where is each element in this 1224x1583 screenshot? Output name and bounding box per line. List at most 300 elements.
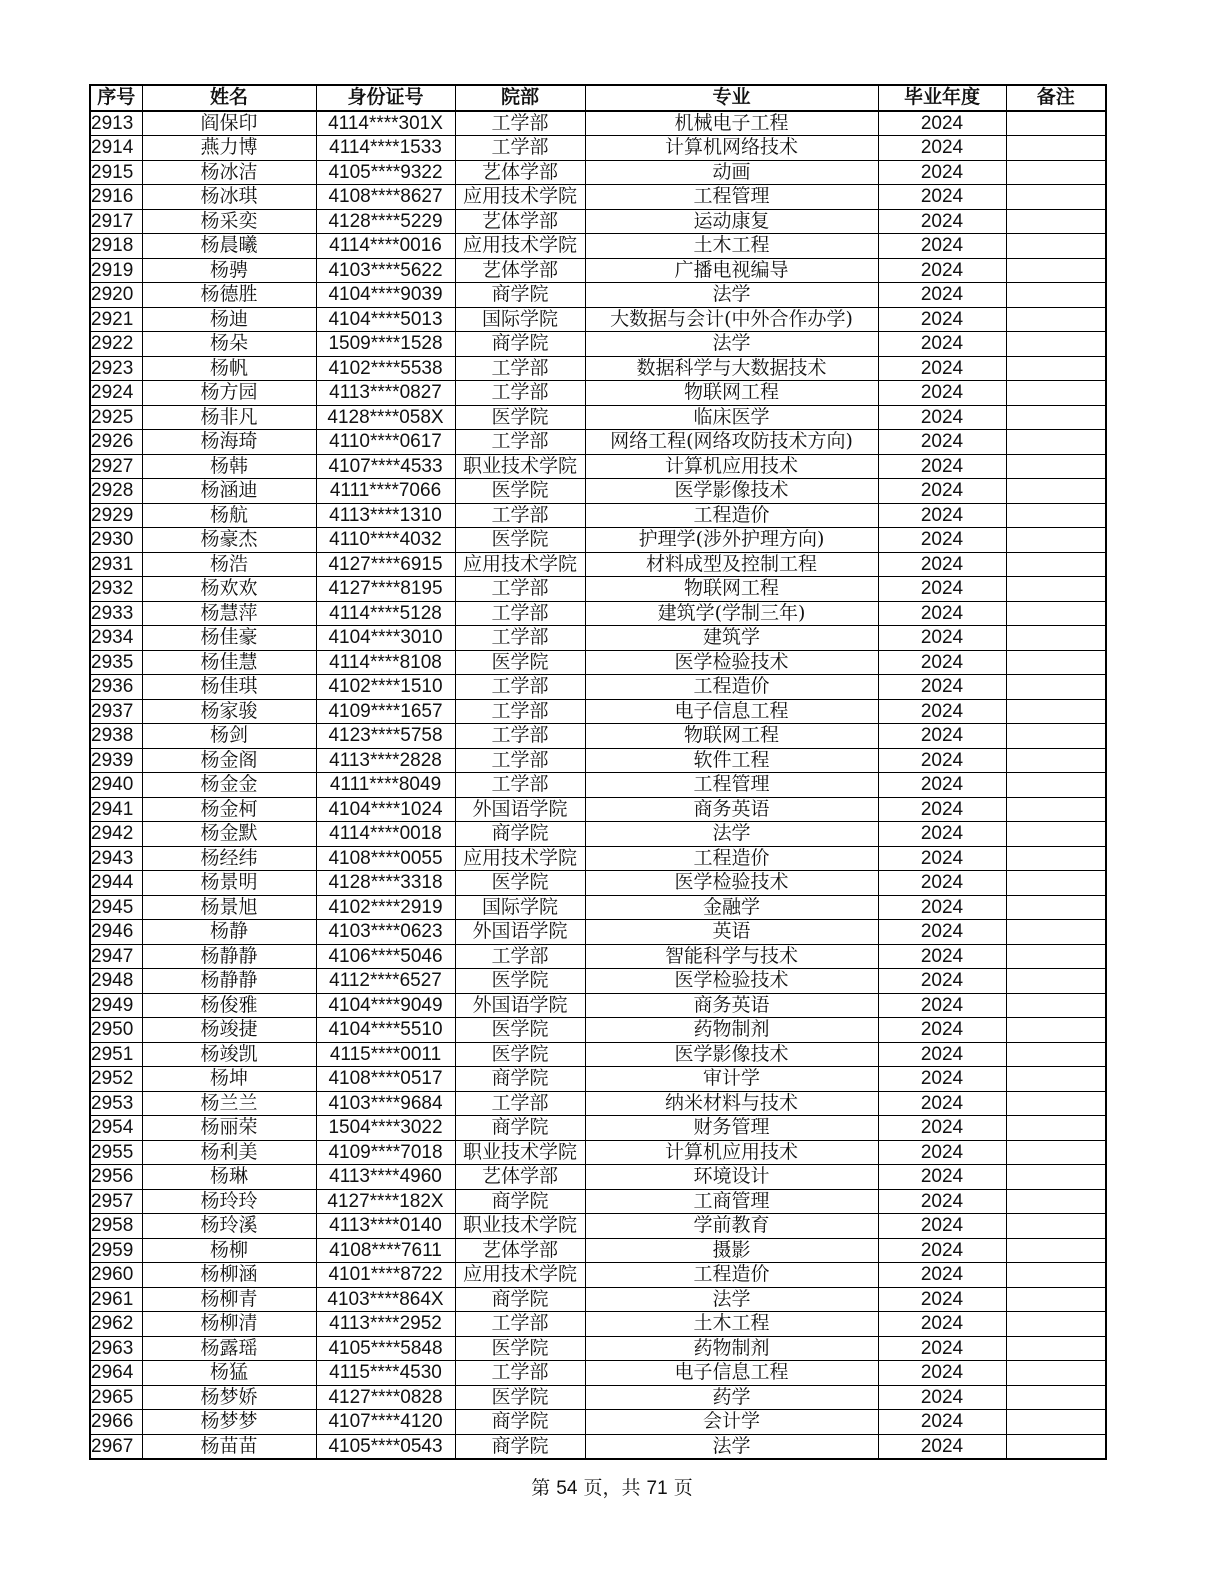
header-name: 姓名	[142, 85, 316, 111]
cell-seq: 2937	[90, 699, 142, 724]
cell-graduation-year: 2024	[878, 1385, 1006, 1410]
cell-seq: 2913	[90, 111, 142, 136]
cell-name: 杨帆	[142, 356, 316, 381]
cell-name: 杨韩	[142, 454, 316, 479]
cell-remarks	[1006, 846, 1106, 871]
cell-department: 医学院	[455, 1385, 585, 1410]
cell-seq: 2957	[90, 1189, 142, 1214]
table-row	[90, 454, 1106, 479]
cell-seq: 2955	[90, 1140, 142, 1165]
cell-id-number: 4123****5758	[316, 724, 455, 749]
cell-name: 杨冰琪	[142, 185, 316, 210]
table-row	[90, 185, 1106, 210]
cell-department: 工学部	[455, 675, 585, 700]
cell-remarks	[1006, 503, 1106, 528]
cell-graduation-year: 2024	[878, 650, 1006, 675]
cell-major: 金融学	[585, 895, 878, 920]
cell-name: 杨玲玲	[142, 1189, 316, 1214]
cell-graduation-year: 2024	[878, 332, 1006, 357]
table-row	[90, 920, 1106, 945]
cell-remarks	[1006, 944, 1106, 969]
cell-graduation-year: 2024	[878, 479, 1006, 504]
cell-id-number: 4108****0055	[316, 846, 455, 871]
cell-id-number: 4103****5622	[316, 258, 455, 283]
cell-id-number: 4128****058X	[316, 405, 455, 430]
cell-remarks	[1006, 1091, 1106, 1116]
cell-graduation-year: 2024	[878, 1410, 1006, 1435]
cell-remarks	[1006, 1434, 1106, 1459]
cell-seq: 2927	[90, 454, 142, 479]
cell-seq: 2950	[90, 1018, 142, 1043]
table-row	[90, 258, 1106, 283]
cell-remarks	[1006, 479, 1106, 504]
cell-name: 杨玲溪	[142, 1214, 316, 1239]
cell-remarks	[1006, 1165, 1106, 1190]
cell-name: 杨柳清	[142, 1312, 316, 1337]
table-row	[90, 577, 1106, 602]
cell-remarks	[1006, 405, 1106, 430]
cell-seq: 2916	[90, 185, 142, 210]
cell-id-number: 4111****7066	[316, 479, 455, 504]
cell-id-number: 4103****864X	[316, 1287, 455, 1312]
cell-department: 医学院	[455, 650, 585, 675]
cell-id-number: 4104****1024	[316, 797, 455, 822]
table-row	[90, 675, 1106, 700]
cell-major: 智能科学与技术	[585, 944, 878, 969]
cell-id-number: 4102****5538	[316, 356, 455, 381]
cell-major: 电子信息工程	[585, 699, 878, 724]
cell-graduation-year: 2024	[878, 1336, 1006, 1361]
cell-major: 物联网工程	[585, 724, 878, 749]
table-row	[90, 332, 1106, 357]
cell-department: 医学院	[455, 479, 585, 504]
cell-graduation-year: 2024	[878, 1067, 1006, 1092]
cell-seq: 2920	[90, 283, 142, 308]
cell-id-number: 4114****1533	[316, 136, 455, 161]
cell-seq: 2921	[90, 307, 142, 332]
cell-name: 杨竣捷	[142, 1018, 316, 1043]
header-major: 专业	[585, 85, 878, 111]
cell-graduation-year: 2024	[878, 209, 1006, 234]
cell-seq: 2925	[90, 405, 142, 430]
cell-id-number: 4107****4533	[316, 454, 455, 479]
cell-name: 杨骋	[142, 258, 316, 283]
table-row	[90, 1410, 1106, 1435]
cell-seq: 2949	[90, 993, 142, 1018]
cell-id-number: 4114****8108	[316, 650, 455, 675]
cell-seq: 2919	[90, 258, 142, 283]
cell-department: 应用技术学院	[455, 1263, 585, 1288]
cell-major: 运动康复	[585, 209, 878, 234]
cell-remarks	[1006, 283, 1106, 308]
cell-department: 艺体学部	[455, 1165, 585, 1190]
footer-total-pages: 71	[646, 1478, 668, 1499]
cell-seq: 2918	[90, 234, 142, 259]
cell-major: 大数据与会计(中外合作办学)	[585, 307, 878, 332]
table-row	[90, 136, 1106, 161]
cell-id-number: 4113****2828	[316, 748, 455, 773]
cell-id-number: 4114****5128	[316, 601, 455, 626]
header-department: 院部	[455, 85, 585, 111]
cell-major: 工程管理	[585, 773, 878, 798]
cell-name: 杨非凡	[142, 405, 316, 430]
cell-graduation-year: 2024	[878, 822, 1006, 847]
cell-department: 商学院	[455, 283, 585, 308]
cell-seq: 2939	[90, 748, 142, 773]
table-row	[90, 1116, 1106, 1141]
cell-department: 工学部	[455, 944, 585, 969]
table-row	[90, 650, 1106, 675]
graduate-table	[89, 84, 1107, 1460]
cell-seq: 2947	[90, 944, 142, 969]
cell-remarks	[1006, 1116, 1106, 1141]
table-row	[90, 111, 1106, 136]
cell-name: 杨采奕	[142, 209, 316, 234]
cell-major: 物联网工程	[585, 577, 878, 602]
cell-graduation-year: 2024	[878, 748, 1006, 773]
cell-department: 医学院	[455, 405, 585, 430]
cell-name: 杨金阁	[142, 748, 316, 773]
cell-graduation-year: 2024	[878, 1116, 1006, 1141]
cell-seq: 2923	[90, 356, 142, 381]
cell-department: 医学院	[455, 871, 585, 896]
cell-department: 艺体学部	[455, 160, 585, 185]
cell-seq: 2933	[90, 601, 142, 626]
cell-id-number: 4113****0827	[316, 381, 455, 406]
cell-remarks	[1006, 920, 1106, 945]
cell-name: 杨浩	[142, 552, 316, 577]
cell-major: 工程造价	[585, 503, 878, 528]
cell-graduation-year: 2024	[878, 160, 1006, 185]
cell-remarks	[1006, 601, 1106, 626]
table-row	[90, 1214, 1106, 1239]
cell-graduation-year: 2024	[878, 283, 1006, 308]
cell-seq: 2961	[90, 1287, 142, 1312]
cell-remarks	[1006, 1385, 1106, 1410]
cell-remarks	[1006, 307, 1106, 332]
cell-name: 杨佳琪	[142, 675, 316, 700]
cell-graduation-year: 2024	[878, 601, 1006, 626]
header-seq: 序号	[90, 85, 142, 111]
table-row	[90, 601, 1106, 626]
footer-page-number: 54	[556, 1478, 578, 1499]
cell-remarks	[1006, 1042, 1106, 1067]
cell-major: 工程造价	[585, 675, 878, 700]
cell-department: 职业技术学院	[455, 454, 585, 479]
cell-major: 财务管理	[585, 1116, 878, 1141]
cell-name: 杨柳涵	[142, 1263, 316, 1288]
cell-name: 杨柳青	[142, 1287, 316, 1312]
table-row	[90, 1238, 1106, 1263]
table-row	[90, 528, 1106, 553]
cell-seq: 2938	[90, 724, 142, 749]
cell-graduation-year: 2024	[878, 381, 1006, 406]
cell-id-number: 4127****8195	[316, 577, 455, 602]
cell-id-number: 4110****0617	[316, 430, 455, 455]
cell-id-number: 4110****4032	[316, 528, 455, 553]
cell-major: 会计学	[585, 1410, 878, 1435]
cell-department: 商学院	[455, 1410, 585, 1435]
cell-seq: 2943	[90, 846, 142, 871]
cell-graduation-year: 2024	[878, 675, 1006, 700]
table-row	[90, 1361, 1106, 1386]
cell-major: 软件工程	[585, 748, 878, 773]
cell-id-number: 4103****9684	[316, 1091, 455, 1116]
cell-graduation-year: 2024	[878, 356, 1006, 381]
cell-major: 护理学(涉外护理方向)	[585, 528, 878, 553]
cell-seq: 2922	[90, 332, 142, 357]
cell-department: 医学院	[455, 969, 585, 994]
cell-major: 临床医学	[585, 405, 878, 430]
cell-remarks	[1006, 822, 1106, 847]
cell-department: 商学院	[455, 1116, 585, 1141]
cell-remarks	[1006, 895, 1106, 920]
cell-graduation-year: 2024	[878, 920, 1006, 945]
cell-seq: 2934	[90, 626, 142, 651]
cell-remarks	[1006, 430, 1106, 455]
cell-department: 应用技术学院	[455, 234, 585, 259]
cell-id-number: 4105****0543	[316, 1434, 455, 1459]
cell-id-number: 4104****9039	[316, 283, 455, 308]
cell-seq: 2959	[90, 1238, 142, 1263]
cell-major: 审计学	[585, 1067, 878, 1092]
cell-remarks	[1006, 626, 1106, 651]
cell-department: 工学部	[455, 1312, 585, 1337]
cell-id-number: 4113****0140	[316, 1214, 455, 1239]
table-row	[90, 1287, 1106, 1312]
cell-graduation-year: 2024	[878, 454, 1006, 479]
cell-department: 应用技术学院	[455, 846, 585, 871]
cell-remarks	[1006, 675, 1106, 700]
cell-remarks	[1006, 1361, 1106, 1386]
cell-remarks	[1006, 969, 1106, 994]
cell-major: 医学影像技术	[585, 1042, 878, 1067]
cell-major: 法学	[585, 822, 878, 847]
cell-id-number: 4115****0011	[316, 1042, 455, 1067]
cell-department: 工学部	[455, 748, 585, 773]
footer-middle: 页，共	[583, 1477, 641, 1499]
cell-department: 商学院	[455, 1067, 585, 1092]
cell-seq: 2958	[90, 1214, 142, 1239]
cell-seq: 2951	[90, 1042, 142, 1067]
cell-remarks	[1006, 724, 1106, 749]
table-row	[90, 1018, 1106, 1043]
table-row	[90, 846, 1106, 871]
cell-graduation-year: 2024	[878, 626, 1006, 651]
cell-name: 杨静	[142, 920, 316, 945]
cell-graduation-year: 2024	[878, 1140, 1006, 1165]
table-row	[90, 160, 1106, 185]
cell-remarks	[1006, 258, 1106, 283]
table-row	[90, 209, 1106, 234]
table-row	[90, 234, 1106, 259]
cell-remarks	[1006, 454, 1106, 479]
cell-department: 国际学院	[455, 895, 585, 920]
cell-id-number: 4108****7611	[316, 1238, 455, 1263]
cell-name: 杨剑	[142, 724, 316, 749]
cell-seq: 2928	[90, 479, 142, 504]
table-row	[90, 748, 1106, 773]
cell-seq: 2932	[90, 577, 142, 602]
cell-remarks	[1006, 1214, 1106, 1239]
cell-graduation-year: 2024	[878, 528, 1006, 553]
cell-major: 法学	[585, 1287, 878, 1312]
cell-department: 医学院	[455, 528, 585, 553]
cell-name: 杨佳豪	[142, 626, 316, 651]
cell-id-number: 4102****1510	[316, 675, 455, 700]
table-row	[90, 1385, 1106, 1410]
cell-department: 外国语学院	[455, 920, 585, 945]
table-row	[90, 1263, 1106, 1288]
cell-seq: 2965	[90, 1385, 142, 1410]
cell-graduation-year: 2024	[878, 307, 1006, 332]
cell-department: 医学院	[455, 1336, 585, 1361]
cell-name: 杨兰兰	[142, 1091, 316, 1116]
page-footer	[0, 1473, 1224, 1500]
table-row	[90, 626, 1106, 651]
table-row	[90, 797, 1106, 822]
cell-major: 数据科学与大数据技术	[585, 356, 878, 381]
table-row	[90, 1140, 1106, 1165]
cell-id-number: 4101****8722	[316, 1263, 455, 1288]
cell-graduation-year: 2024	[878, 797, 1006, 822]
cell-department: 外国语学院	[455, 993, 585, 1018]
table-row	[90, 969, 1106, 994]
cell-department: 艺体学部	[455, 258, 585, 283]
cell-remarks	[1006, 1336, 1106, 1361]
table-row	[90, 479, 1106, 504]
cell-id-number: 4114****0016	[316, 234, 455, 259]
cell-id-number: 4127****182X	[316, 1189, 455, 1214]
cell-department: 艺体学部	[455, 209, 585, 234]
cell-name: 杨欢欢	[142, 577, 316, 602]
table-row	[90, 552, 1106, 577]
cell-major: 建筑学	[585, 626, 878, 651]
cell-graduation-year: 2024	[878, 871, 1006, 896]
table-row	[90, 283, 1106, 308]
cell-id-number: 4104****9049	[316, 993, 455, 1018]
cell-graduation-year: 2024	[878, 430, 1006, 455]
cell-seq: 2956	[90, 1165, 142, 1190]
cell-id-number: 4108****8627	[316, 185, 455, 210]
cell-name: 杨梦梦	[142, 1410, 316, 1435]
table-row	[90, 944, 1106, 969]
cell-graduation-year: 2024	[878, 1238, 1006, 1263]
cell-id-number: 4103****0623	[316, 920, 455, 945]
cell-major: 工程管理	[585, 185, 878, 210]
cell-graduation-year: 2024	[878, 1361, 1006, 1386]
cell-id-number: 1509****1528	[316, 332, 455, 357]
cell-name: 杨丽荣	[142, 1116, 316, 1141]
cell-name: 杨金金	[142, 773, 316, 798]
cell-remarks	[1006, 111, 1106, 136]
cell-remarks	[1006, 871, 1106, 896]
cell-name: 杨利美	[142, 1140, 316, 1165]
cell-graduation-year: 2024	[878, 724, 1006, 749]
cell-remarks	[1006, 185, 1106, 210]
cell-name: 杨静静	[142, 969, 316, 994]
cell-seq: 2963	[90, 1336, 142, 1361]
cell-graduation-year: 2024	[878, 503, 1006, 528]
table-row	[90, 699, 1106, 724]
cell-name: 杨慧萍	[142, 601, 316, 626]
cell-department: 工学部	[455, 111, 585, 136]
cell-major: 商务英语	[585, 797, 878, 822]
cell-remarks	[1006, 650, 1106, 675]
cell-id-number: 4128****3318	[316, 871, 455, 896]
cell-graduation-year: 2024	[878, 895, 1006, 920]
cell-major: 工程造价	[585, 1263, 878, 1288]
cell-id-number: 4114****0018	[316, 822, 455, 847]
cell-graduation-year: 2024	[878, 1263, 1006, 1288]
cell-major: 材料成型及控制工程	[585, 552, 878, 577]
cell-seq: 2942	[90, 822, 142, 847]
cell-seq: 2962	[90, 1312, 142, 1337]
cell-major: 法学	[585, 283, 878, 308]
cell-remarks	[1006, 356, 1106, 381]
cell-remarks	[1006, 993, 1106, 1018]
cell-seq: 2914	[90, 136, 142, 161]
cell-seq: 2964	[90, 1361, 142, 1386]
cell-remarks	[1006, 1410, 1106, 1435]
table-row	[90, 1067, 1106, 1092]
cell-name: 杨金默	[142, 822, 316, 847]
cell-name: 杨晨曦	[142, 234, 316, 259]
cell-department: 医学院	[455, 1042, 585, 1067]
cell-id-number: 4114****301X	[316, 111, 455, 136]
table-row	[90, 430, 1106, 455]
cell-graduation-year: 2024	[878, 1434, 1006, 1459]
cell-remarks	[1006, 1140, 1106, 1165]
cell-major: 土木工程	[585, 234, 878, 259]
cell-id-number: 4127****6915	[316, 552, 455, 577]
cell-department: 外国语学院	[455, 797, 585, 822]
cell-name: 杨梦娇	[142, 1385, 316, 1410]
cell-graduation-year: 2024	[878, 552, 1006, 577]
cell-department: 工学部	[455, 773, 585, 798]
cell-department: 职业技术学院	[455, 1140, 585, 1165]
cell-seq: 2915	[90, 160, 142, 185]
cell-id-number: 4113****2952	[316, 1312, 455, 1337]
cell-seq: 2967	[90, 1434, 142, 1459]
table-row	[90, 1091, 1106, 1116]
cell-seq: 2948	[90, 969, 142, 994]
cell-graduation-year: 2024	[878, 258, 1006, 283]
cell-graduation-year: 2024	[878, 1189, 1006, 1214]
header-row	[90, 85, 1106, 111]
cell-graduation-year: 2024	[878, 1165, 1006, 1190]
cell-department: 工学部	[455, 626, 585, 651]
cell-id-number: 4115****4530	[316, 1361, 455, 1386]
cell-major: 土木工程	[585, 1312, 878, 1337]
cell-department: 医学院	[455, 1018, 585, 1043]
cell-name: 杨经纬	[142, 846, 316, 871]
cell-graduation-year: 2024	[878, 1018, 1006, 1043]
cell-name: 杨德胜	[142, 283, 316, 308]
cell-id-number: 4111****8049	[316, 773, 455, 798]
cell-major: 建筑学(学制三年)	[585, 601, 878, 626]
cell-graduation-year: 2024	[878, 577, 1006, 602]
cell-remarks	[1006, 797, 1106, 822]
cell-remarks	[1006, 577, 1106, 602]
cell-graduation-year: 2024	[878, 1042, 1006, 1067]
cell-remarks	[1006, 136, 1106, 161]
table-row	[90, 307, 1106, 332]
cell-department: 工学部	[455, 699, 585, 724]
cell-name: 杨冰洁	[142, 160, 316, 185]
cell-graduation-year: 2024	[878, 1287, 1006, 1312]
cell-remarks	[1006, 552, 1106, 577]
